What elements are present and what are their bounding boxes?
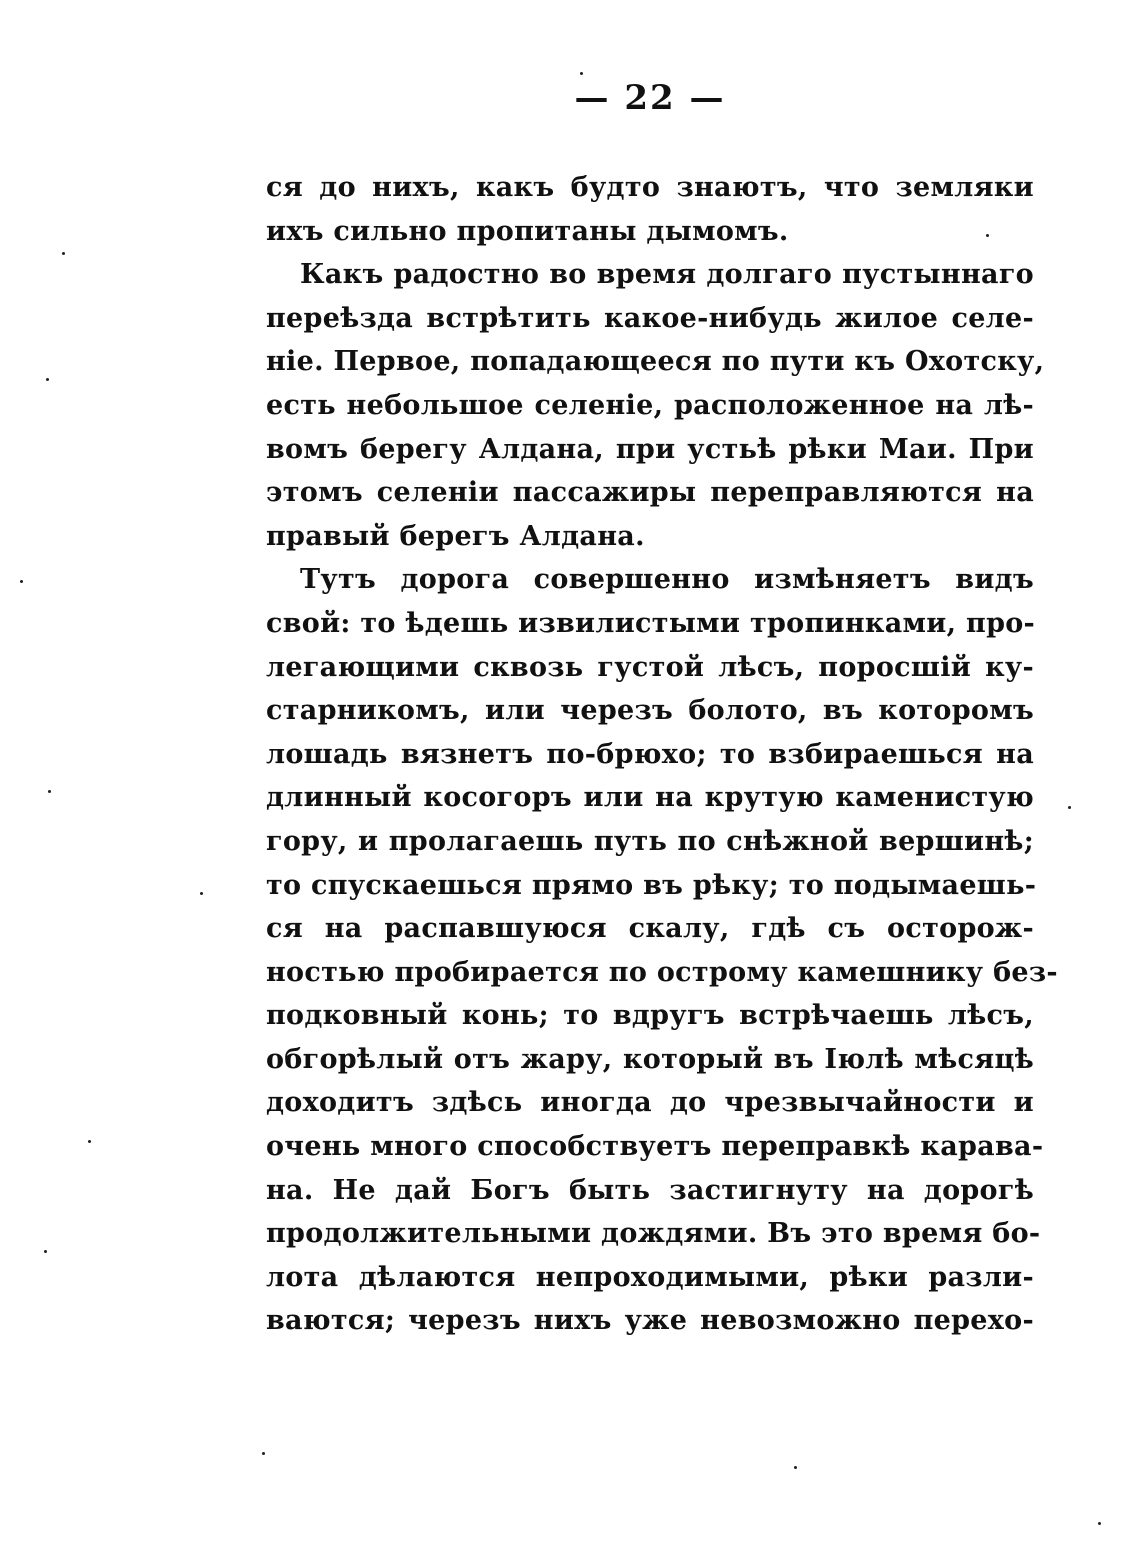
text-line: ностью пробирается по острому камешнику без-: [266, 956, 1058, 988]
scan-speck: [48, 790, 51, 793]
text-line: обгорѣлый отъ жару, который въ Іюлѣ мѣсяцѣ: [266, 1043, 1034, 1075]
text-line: ся на распавшуюся скалу, гдѣ съ осторож-: [266, 913, 1034, 945]
text-line: есть небольшое селеніе, расположенное на лѣ-: [266, 389, 1034, 421]
text-line: ся до нихъ, какъ будто знаютъ, что земляки: [266, 172, 1034, 203]
text-line: ніе. Первое, попадающееся по пути къ Охотску,: [266, 346, 1045, 378]
paragraph: [266, 253, 1045, 558]
text-line: вомъ берегу Алдана, при устьѣ рѣки Маи. При: [266, 433, 1034, 465]
page-number: — 22 —: [574, 78, 726, 118]
scan-speck: [1098, 1522, 1101, 1525]
text-line: старникомъ, или черезъ болото, въ которомъ: [266, 695, 1034, 727]
scan-speck: [580, 72, 583, 75]
text-line: подковный конь; то вдругъ встрѣчаешь лѣсъ,: [266, 1000, 1034, 1032]
text-line: правый берегъ Алдана.: [266, 520, 645, 552]
text-line: то спускаешься прямо въ рѣку; то подымаешь-: [266, 869, 1037, 901]
scan-speck: [62, 252, 65, 255]
text-line: очень много способствуетъ переправкѣ карава-: [266, 1131, 1044, 1163]
text-line: этомъ селеніи пассажиры переправляются на: [266, 477, 1034, 509]
text-line: на. Не дай Богъ быть застигнуту на дорогѣ: [266, 1174, 1034, 1206]
text-line: ваются; черезъ нихъ уже невозможно перехо-: [266, 1305, 1034, 1337]
text-line: переѣзда встрѣтить какое-нибудь жилое селе-: [266, 302, 1034, 334]
text-line: доходитъ здѣсь иногда до чрезвычайности и: [266, 1087, 1034, 1119]
text-line: гору, и пролагаешь путь по снѣжной вершинѣ;: [266, 825, 1034, 857]
scan-speck: [986, 234, 989, 237]
text-line: продолжительными дождями. Въ это время бо-: [266, 1218, 1041, 1250]
text-line: лота дѣлаются непроходимыми, рѣки разли-: [266, 1261, 1034, 1293]
text-line: Какъ радостно во время долгаго пустыннаго: [300, 259, 1034, 291]
text-line: лошадь вязнетъ по-брюхо; то взбираешься на: [266, 738, 1034, 770]
scan-speck: [262, 1452, 265, 1455]
body-text: [266, 166, 1058, 1343]
scan-speck: [88, 1140, 91, 1143]
paragraph: [266, 558, 1058, 1343]
scan-speck: [46, 378, 49, 381]
scan-speck: [200, 892, 203, 895]
scan-speck: [1068, 806, 1071, 809]
text-line: ихъ сильно пропитаны дымомъ.: [266, 215, 789, 247]
scan-speck: [20, 580, 23, 583]
text-line: длинный косогоръ или на крутую каменистую: [266, 782, 1034, 814]
text-line: свой: то ѣдешь извилистыми тропинками, про-: [266, 607, 1036, 639]
text-line: легающими сквозь густой лѣсъ, поросшій ку-: [266, 651, 1034, 683]
paragraph: [266, 166, 1034, 253]
text-line: Тутъ дорога совершенно измѣняетъ видъ: [300, 564, 1034, 596]
scan-speck: [44, 1250, 47, 1253]
scan-speck: [794, 1466, 797, 1469]
